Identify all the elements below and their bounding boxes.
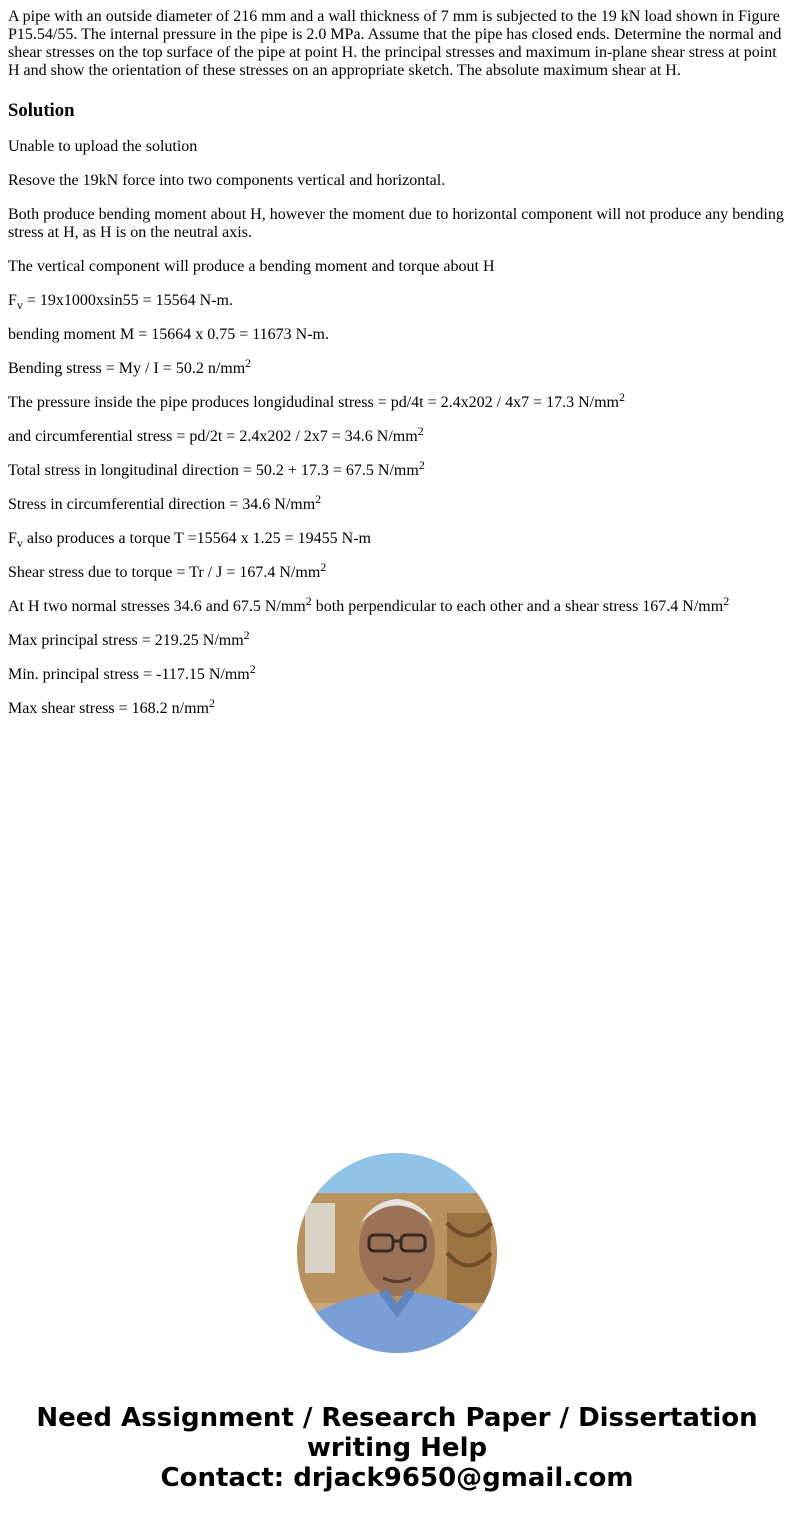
contact-line: Contact: drjack9650@gmail.com: [160, 1463, 634, 1493]
shear-stress-line: Shear stress due to torque = Tr / J = 167.4 $N/mm^2$: [8, 560, 327, 581]
bending-moment-line: bending moment M = 15664 x 0.75 = 11673 N-m.: [8, 326, 329, 343]
person-photo-icon: [297, 1153, 497, 1353]
circumferential-total-line: Stress in circumferential direction = 34.6 $N/mm^2$: [8, 492, 322, 513]
torque-line: $F_v$ also produces a torque T =15564 x 1.25 = 19455 N-m: [8, 530, 371, 550]
promo-banner: [0, 1403, 794, 1493]
circumferential-stress-line: and circumferential stress = pd/2t = 2.4x202 / 2x7 = 34.6 $N/mm^2$: [8, 424, 424, 445]
max-shear-line: Max shear stress = 168.2 $n/mm^2$: [8, 696, 215, 717]
solution-line: Resove the 19kN force into two components vertical and horizontal.: [8, 172, 446, 189]
solution-heading: Solution: [8, 100, 75, 121]
problem-statement: A pipe with an outside diameter of 216 mm and a wall thickness of 7 mm is subjected to the 19 kN load shown in Figure P15.54/55. The internal pressure in the pipe is 2.0 MPa. Assume that the pipe has closed ends. Determine the normal and shear stresses on the top surface of the pipe at point H. the principal stresses and maximum in-plane shear stress at point H and show the orientation of these stresses on an appropriate sketch. The absolute maximum shear at H.: [8, 8, 782, 79]
promo-line: Need Assignment / Research Paper / Dissertation: [36, 1403, 758, 1433]
promo-line: writing Help: [306, 1433, 488, 1463]
document-body: [8, 0, 786, 718]
max-principal-line: Max principal stress = 219.25 $N/mm^2$: [8, 628, 250, 649]
solution-line: The vertical component will produce a bending moment and torque about H: [8, 258, 495, 275]
total-longitudinal-stress-line: Total stress in longitudinal direction = 50.2 + 17.3 = 67.5 $N/mm^2$: [8, 458, 425, 479]
avatar: [297, 1153, 497, 1353]
solution-line: Both produce bending moment about H, however the moment due to horizontal component will not produce any bending stress at H, as H is on the neutral axis.: [8, 206, 784, 241]
solution-line: Unable to upload the solution: [8, 138, 198, 155]
longitudinal-stress-line: The pressure inside the pipe produces longidudinal stress = pd/4t = 2.4x202 / 4x7 = 17.3 $N/mm^2$: [8, 390, 625, 411]
bending-stress-line: Bending stress = My / I = 50.2 $n/mm^2$: [8, 356, 252, 377]
stress-state-line: At H two normal stresses 34.6 and 67.5 $N/mm^2$ both perpendicular to each other and a shear stress 167.4 $N/mm^2$: [8, 594, 730, 615]
min-principal-line: Min. principal stress = -117.15 $N/mm^2$: [8, 662, 256, 683]
force-vertical-component: $F_v = 19x1000xsin55 = 15564$ N-m.: [8, 292, 233, 312]
